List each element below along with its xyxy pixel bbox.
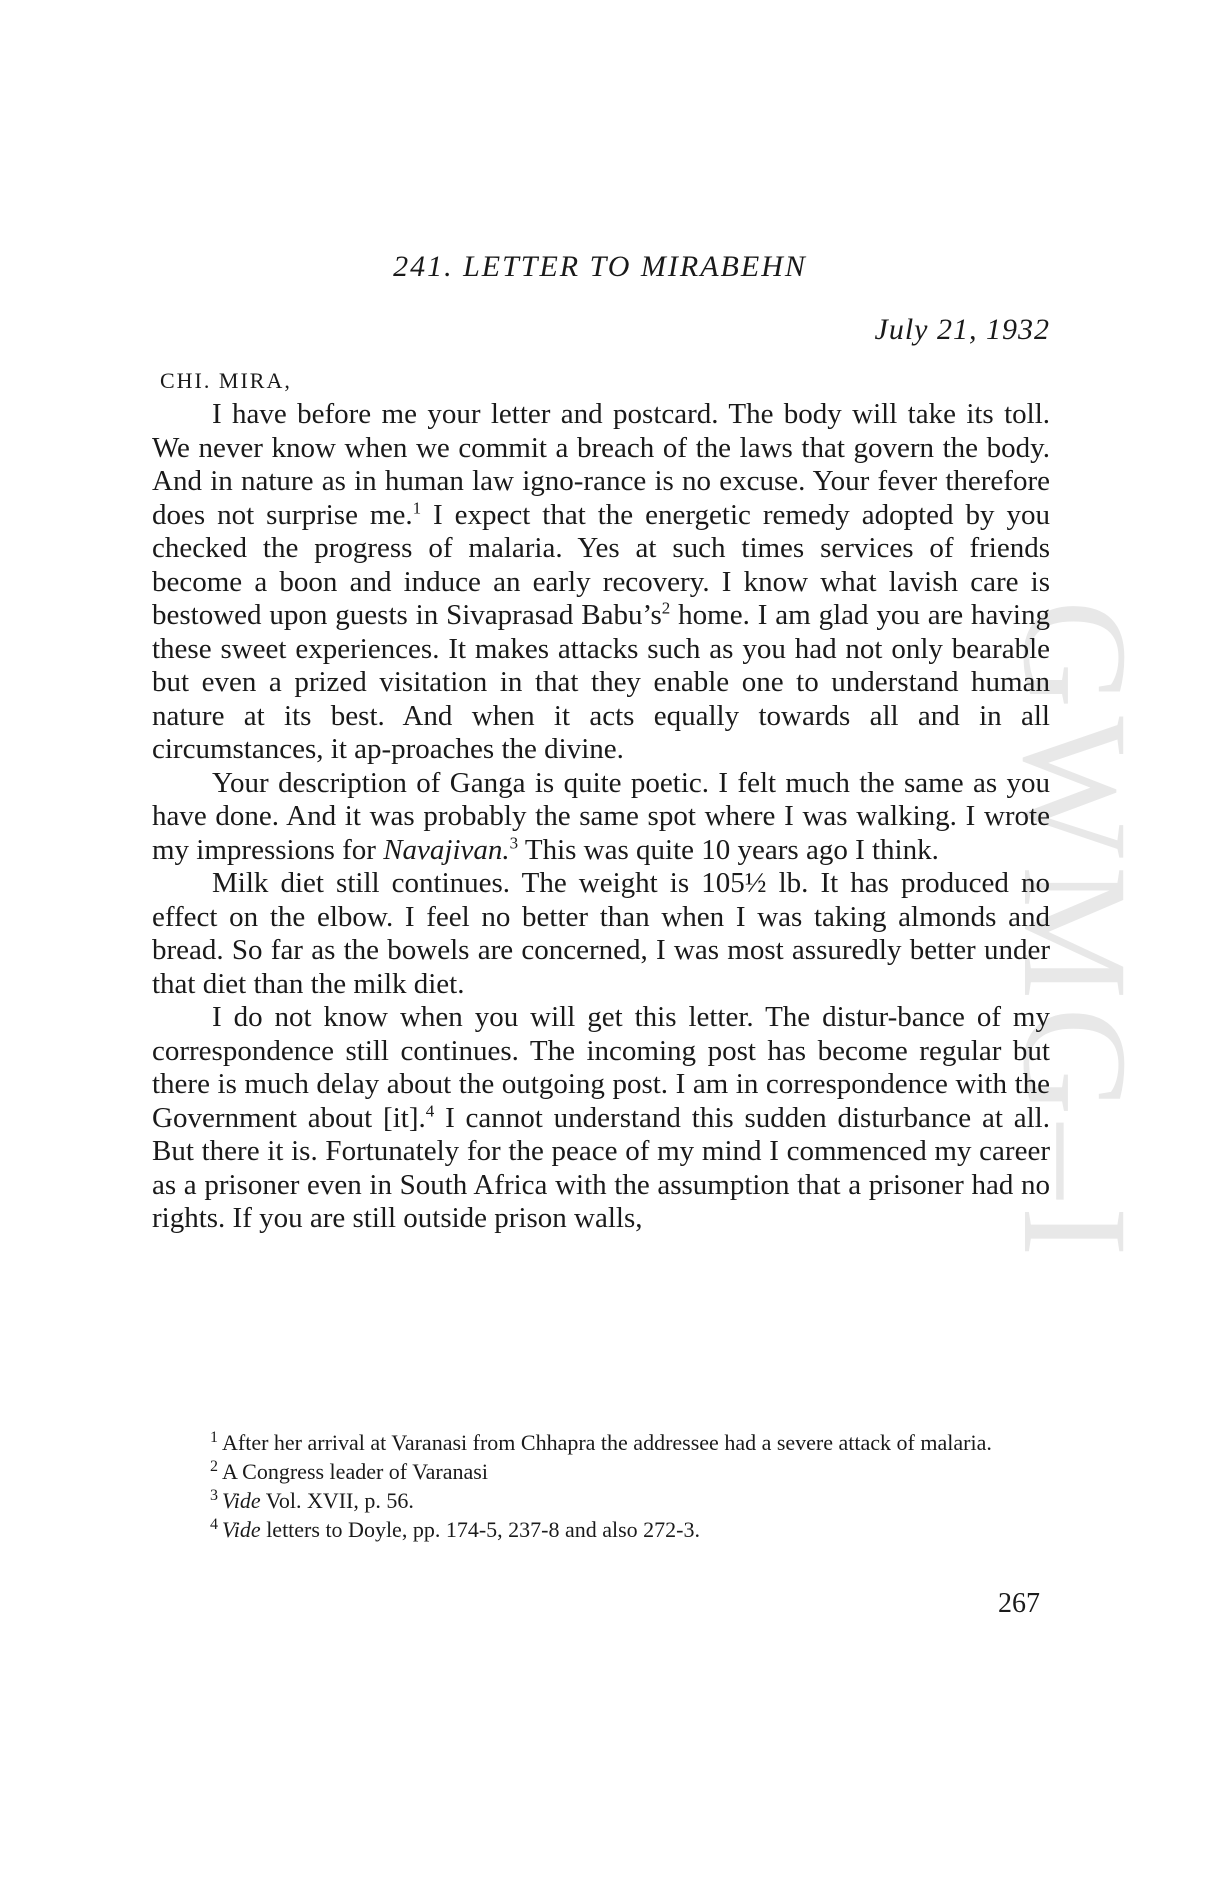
paragraph-1-text-a: I have before me your letter and postcard. The body will take its toll. We never know when we commit a breach of the laws that govern the body. And in nature as in human law igno-rance is no excuse. Your fever therefore does not surprise me. bbox=[152, 398, 1050, 531]
paragraph-1-text-b: I expect that the energetic remedy adopted by you checked the progress of malaria. Yes at such times services of friends become a boon and induce an early recovery. I know what lavish care is bestowed upon guests in Sivaprasad Babu’s bbox=[152, 498, 1050, 631]
footnote-2 bbox=[150, 1457, 1040, 1486]
footnote-1 bbox=[150, 1428, 1040, 1457]
letter-title: 241. LETTER TO MIRABEHN bbox=[393, 250, 807, 283]
paragraph-2-text-a: Your description of Ganga is quite poetic. I felt much the same as you have done. And it was probably the same spot where I was walking. I wrote my impressions for bbox=[152, 766, 1050, 866]
letter-body bbox=[152, 398, 1050, 1236]
footnote-4-text: letters to Doyle, pp. 174-5, 237-8 and also 272-3. bbox=[260, 1517, 700, 1542]
footnote-3 bbox=[150, 1486, 1040, 1515]
navajivan-title: Navajivan. bbox=[383, 833, 510, 866]
watermark: GWMG–I bbox=[992, 600, 1158, 1265]
page-number: 267 bbox=[998, 1588, 1040, 1619]
letter-date: July 21, 1932 bbox=[874, 313, 1050, 346]
footnote-3-vide: Vide bbox=[222, 1488, 261, 1513]
salutation: CHI. MIRA, bbox=[160, 368, 292, 393]
footnote-3-text: Vol. XVII, p. 56. bbox=[260, 1488, 414, 1513]
footnote-ref-2: 2 bbox=[661, 598, 671, 618]
paragraph-1 bbox=[152, 398, 1050, 767]
paragraph-3 bbox=[152, 867, 1050, 1001]
footnote-1-number: 1 bbox=[210, 1428, 218, 1446]
paragraph-1-text-c: home. I am glad you are having these sweet experiences. It makes attacks such as you had not only bearable but even a prized visitation in that they enable one to understand human nature at its best. And when it acts equally towards all and in all circumstances, it ap-proaches the divine. bbox=[152, 599, 1050, 765]
footnote-1-text: After her arrival at Varanasi from Chhapra the addressee had a severe attack of malaria. bbox=[222, 1430, 992, 1455]
paragraph-4 bbox=[152, 1001, 1050, 1236]
paragraph-2-text-b: This was quite 10 years ago I think. bbox=[518, 833, 939, 866]
footnotes bbox=[150, 1428, 1040, 1544]
paragraph-2 bbox=[152, 767, 1050, 868]
paragraph-4-text-a: I do not know when you will get this letter. The distur-bance of my correspondence still continues. The incoming post has become regular but there is much delay about the outgoing post. I am in correspondence with the Government about [it]. bbox=[152, 1001, 1050, 1134]
footnote-4-number: 4 bbox=[210, 1515, 218, 1533]
footnote-2-number: 2 bbox=[210, 1457, 218, 1475]
paragraph-4-text-b: I cannot understand this sudden disturbance at all. But there it is. Fortunately for the peace of my mind I commenced my career as a prisoner even in South Africa with the assumption that a prisoner had no rights. If you are still outside prison walls, bbox=[152, 1101, 1050, 1234]
footnote-ref-4: 4 bbox=[425, 1100, 435, 1120]
footnote-ref-3: 3 bbox=[509, 832, 519, 852]
footnote-4-vide: Vide bbox=[222, 1517, 261, 1542]
footnote-ref-1: 1 bbox=[412, 497, 422, 517]
footnote-4 bbox=[150, 1515, 1040, 1544]
footnote-3-number: 3 bbox=[210, 1486, 218, 1504]
paragraph-3-text-a: Milk diet still continues. The weight is 105½ lb. It has produced no effect on the elbow. I feel no better than when I was taking almonds and bread. So far as the bowels are concerned, I was most assuredly better under that diet than the milk diet. bbox=[152, 867, 1050, 1000]
footnote-2-text: A Congress leader of Varanasi bbox=[222, 1459, 488, 1484]
